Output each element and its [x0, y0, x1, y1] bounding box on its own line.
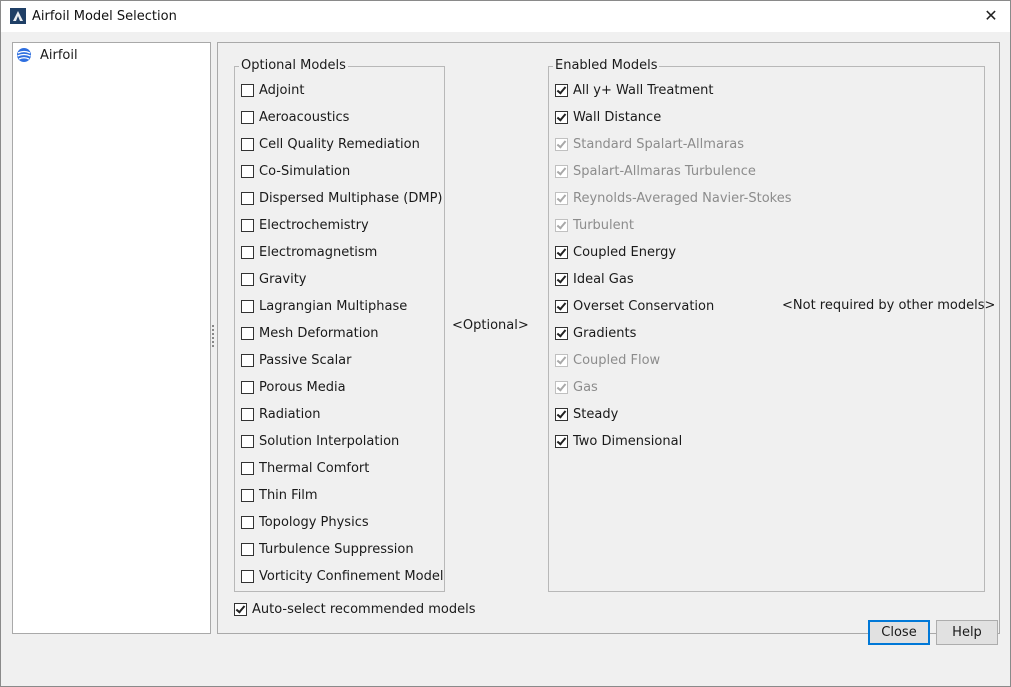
enabled-model-checkbox-row [555, 188, 791, 208]
optional-model-checkbox-label: Topology Physics [259, 514, 369, 530]
optional-model-checkbox-label: Porous Media [259, 379, 346, 395]
tree-item-airfoil[interactable] [16, 46, 78, 64]
optional-model-checkbox[interactable] [241, 219, 254, 232]
splitter-handle[interactable] [212, 325, 215, 349]
optional-model-checkbox[interactable] [241, 138, 254, 151]
close-window-icon[interactable]: ✕ [984, 6, 998, 25]
enabled-model-checkbox[interactable] [555, 327, 568, 340]
enabled-model-checkbox-label: Ideal Gas [573, 271, 634, 287]
auto-select-label: Auto-select recommended models [252, 601, 476, 617]
optional-model-checkbox-row[interactable] [241, 485, 318, 505]
optional-model-checkbox[interactable] [241, 273, 254, 286]
optional-models-title: Optional Models [241, 58, 346, 73]
enabled-model-checkbox-label: Wall Distance [573, 109, 662, 125]
enabled-model-checkbox[interactable] [555, 435, 568, 448]
optional-model-checkbox[interactable] [241, 327, 254, 340]
optional-model-checkbox-row[interactable] [241, 80, 304, 100]
optional-model-checkbox-label: Radiation [259, 406, 321, 422]
optional-model-checkbox-row[interactable] [241, 188, 443, 208]
enabled-model-checkbox-label: All y+ Wall Treatment [573, 82, 714, 98]
optional-model-checkbox-row[interactable] [241, 161, 350, 181]
optional-model-checkbox-label: Vorticity Confinement Model [259, 568, 444, 584]
optional-model-checkbox[interactable] [241, 543, 254, 556]
optional-model-checkbox[interactable] [241, 111, 254, 124]
optional-model-checkbox-row[interactable] [241, 431, 399, 451]
enabled-model-checkbox[interactable] [555, 246, 568, 259]
optional-model-checkbox-label: Aeroacoustics [259, 109, 350, 125]
enabled-models-title: Enabled Models [555, 58, 658, 73]
sphere-blue-icon [16, 47, 32, 63]
enabled-model-checkbox-row[interactable] [555, 242, 676, 262]
auto-select-checkbox[interactable] [234, 599, 475, 619]
enabled-model-checkbox-label: Overset Conservation [573, 298, 715, 314]
enabled-models-group [548, 58, 985, 592]
model-selection-panel [217, 42, 1000, 634]
enabled-model-checkbox [555, 192, 568, 205]
enabled-model-checkbox-row[interactable] [555, 296, 714, 316]
tree-item-label: Airfoil [40, 47, 78, 63]
optional-model-checkbox-row[interactable] [241, 215, 369, 235]
optional-model-checkbox[interactable] [241, 354, 254, 367]
app-logo-icon [10, 8, 26, 24]
enabled-model-checkbox-row[interactable] [555, 431, 682, 451]
optional-model-checkbox-row[interactable] [241, 242, 377, 262]
enabled-model-checkbox[interactable] [555, 408, 568, 421]
optional-model-checkbox-label: Dispersed Multiphase (DMP) [259, 190, 443, 206]
enabled-model-checkbox [555, 381, 568, 394]
optional-model-checkbox[interactable] [241, 516, 254, 529]
enabled-model-checkbox [555, 138, 568, 151]
optional-model-checkbox[interactable] [241, 246, 254, 259]
optional-indicator: <Optional> [452, 318, 529, 333]
enabled-model-checkbox-label: Standard Spalart-Allmaras [573, 136, 744, 152]
optional-model-checkbox[interactable] [241, 435, 254, 448]
enabled-model-checkbox-label: Coupled Energy [573, 244, 677, 260]
optional-model-checkbox-row[interactable] [241, 269, 306, 289]
optional-model-checkbox-row[interactable] [241, 566, 443, 586]
dialog-body [1, 32, 1010, 686]
enabled-model-checkbox [555, 219, 568, 232]
optional-model-checkbox[interactable] [241, 489, 254, 502]
enabled-model-checkbox [555, 354, 568, 367]
enabled-model-checkbox[interactable] [555, 111, 568, 124]
optional-model-checkbox-label: Turbulence Suppression [259, 541, 414, 557]
close-button[interactable]: Close [868, 620, 930, 645]
enabled-model-checkbox-row [555, 215, 634, 235]
enabled-model-checkbox [555, 165, 568, 178]
title-bar[interactable] [1, 1, 1010, 32]
enabled-model-checkbox[interactable] [555, 273, 568, 286]
enabled-model-checkbox-label: Turbulent [573, 217, 634, 233]
enabled-model-checkbox-row[interactable] [555, 323, 636, 343]
optional-model-checkbox-label: Electrochemistry [259, 217, 369, 233]
enabled-model-checkbox-label: Coupled Flow [573, 352, 661, 368]
window-title: Airfoil Model Selection [32, 9, 177, 24]
optional-model-checkbox-label: Mesh Deformation [259, 325, 379, 341]
enabled-model-checkbox-row [555, 350, 660, 370]
enabled-model-checkbox[interactable] [555, 300, 568, 313]
enabled-model-checkbox-row [555, 134, 744, 154]
optional-model-checkbox-label: Cell Quality Remediation [259, 136, 420, 152]
optional-model-checkbox-row[interactable] [241, 539, 414, 559]
optional-model-checkbox-row[interactable] [241, 404, 320, 424]
optional-model-checkbox[interactable] [241, 300, 254, 313]
optional-model-checkbox[interactable] [241, 165, 254, 178]
enabled-model-checkbox-row[interactable] [555, 80, 713, 100]
enabled-model-checkbox-label: Gradients [573, 325, 637, 341]
not-required-note: <Not required by other models> [782, 298, 996, 313]
optional-model-checkbox-label: Solution Interpolation [259, 433, 400, 449]
optional-model-checkbox-label: Adjoint [259, 82, 305, 98]
optional-model-checkbox-row[interactable] [241, 134, 420, 154]
optional-model-checkbox-label: Thermal Comfort [259, 460, 370, 476]
help-button[interactable]: Help [936, 620, 998, 645]
optional-model-checkbox[interactable] [241, 570, 254, 583]
enabled-model-checkbox-row [555, 377, 598, 397]
auto-select-box[interactable] [234, 603, 247, 616]
enabled-model-checkbox-label: Gas [573, 379, 598, 395]
optional-model-checkbox-label: Passive Scalar [259, 352, 352, 368]
optional-model-checkbox[interactable] [241, 381, 254, 394]
optional-model-checkbox-label: Lagrangian Multiphase [259, 298, 408, 314]
optional-model-checkbox-row[interactable] [241, 107, 349, 127]
optional-model-checkbox[interactable] [241, 408, 254, 421]
enabled-model-checkbox-row[interactable] [555, 269, 634, 289]
enabled-model-checkbox-row[interactable] [555, 404, 618, 424]
optional-model-checkbox-label: Thin Film [259, 487, 318, 503]
enabled-model-checkbox-label: Steady [573, 406, 619, 422]
enabled-model-checkbox-row[interactable] [555, 107, 661, 127]
optional-model-checkbox-row[interactable] [241, 458, 369, 478]
optional-model-checkbox-label: Gravity [259, 271, 307, 287]
enabled-model-checkbox-label: Two Dimensional [573, 433, 683, 449]
optional-model-checkbox[interactable] [241, 192, 254, 205]
enabled-model-checkbox-label: Spalart-Allmaras Turbulence [573, 163, 756, 179]
optional-model-checkbox[interactable] [241, 462, 254, 475]
enabled-model-checkbox-label: Reynolds-Averaged Navier-Stokes [573, 190, 792, 206]
optional-model-checkbox-label: Electromagnetism [259, 244, 378, 260]
model-tree-panel [12, 42, 211, 634]
optional-model-checkbox-row[interactable] [241, 296, 407, 316]
optional-model-checkbox-row[interactable] [241, 323, 379, 343]
enabled-model-checkbox[interactable] [555, 84, 568, 97]
optional-models-group [234, 58, 445, 592]
optional-model-checkbox-row[interactable] [241, 377, 346, 397]
optional-model-checkbox[interactable] [241, 84, 254, 97]
optional-model-checkbox-row[interactable] [241, 512, 369, 532]
optional-model-checkbox-row[interactable] [241, 350, 352, 370]
enabled-model-checkbox-row [555, 161, 756, 181]
optional-model-checkbox-label: Co-Simulation [259, 163, 351, 179]
